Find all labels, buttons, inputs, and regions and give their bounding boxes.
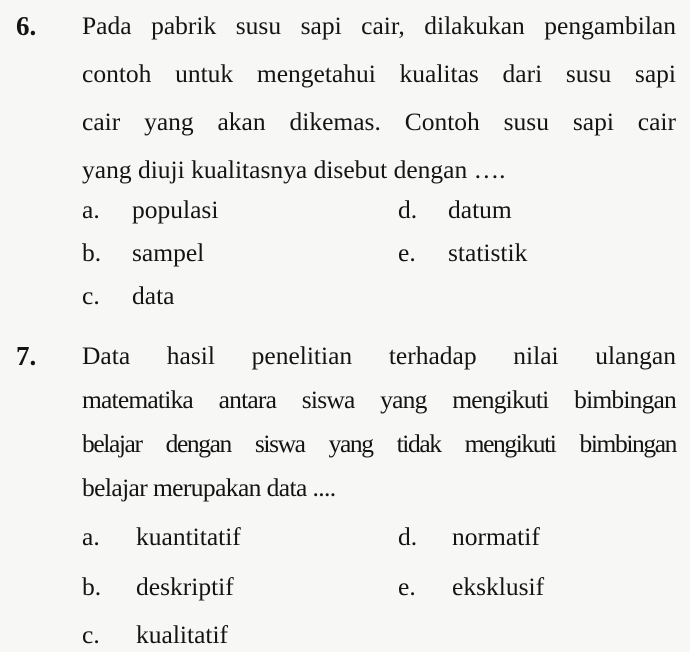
option-b[interactable] [82,238,204,268]
question-text-line: yang diuji kualitasnya disebut dengan …. [82,155,506,184]
option-letter: c. [82,281,100,310]
option-text: populasi [132,195,219,224]
option-letter: a. [82,522,100,551]
question-number: 7. [16,341,37,371]
option-text: normatif [452,522,540,551]
question-text-line: cair yang akan dikemas. Contoh susu sapi cair [82,107,676,136]
option-text: statistik [448,238,528,267]
question-text-line: belajar dengan siswa yang tidak mengikuti bimbingan [82,429,676,458]
option-text: deskriptif [136,572,234,601]
question-number: 6. [16,11,37,41]
option-letter: c. [82,620,100,649]
option-letter: e. [398,572,416,601]
option-a[interactable] [82,522,241,552]
option-text: datum [448,195,512,224]
option-a[interactable] [82,195,218,225]
question-text-line: belajar merupakan data .... [82,473,336,502]
option-c[interactable] [82,620,228,650]
option-text: kuantitatif [136,522,241,551]
option-d[interactable] [398,195,512,225]
option-letter: b. [82,238,102,267]
option-c[interactable] [82,281,174,311]
option-b[interactable] [82,572,234,602]
option-letter: b. [82,572,102,601]
option-text: data [132,281,175,310]
question-text-line: Pada pabrik susu sapi cair, dilakukan pengambilan [82,11,676,40]
option-text: sampel [132,238,205,267]
option-letter: a. [82,195,100,224]
option-e[interactable] [398,572,544,602]
option-text: eksklusif [452,572,545,601]
option-letter: d. [398,195,418,224]
question-text-line: matematika antara siswa yang mengikuti bimbingan [82,385,676,414]
option-e[interactable] [398,238,527,268]
option-text: kualitatif [136,620,229,649]
option-letter: e. [398,238,416,267]
question-text-line: contoh untuk mengetahui kualitas dari susu sapi [82,59,676,88]
question-text-line: Data hasil penelitian terhadap nilai ulangan [82,341,676,370]
option-d[interactable] [398,522,540,552]
option-letter: d. [398,522,418,551]
